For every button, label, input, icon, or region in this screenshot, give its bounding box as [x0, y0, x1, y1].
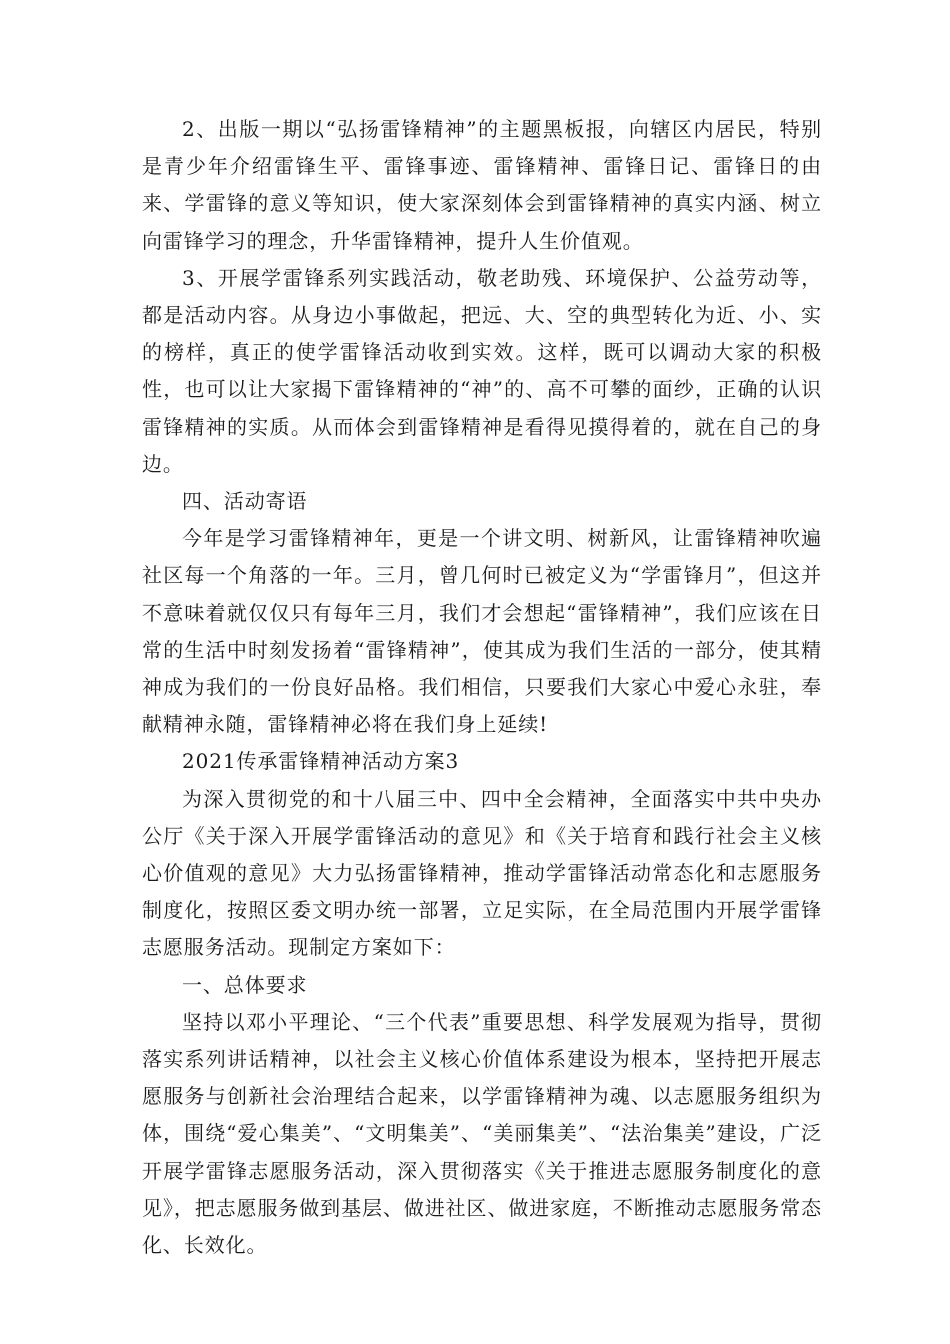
heading-activity-message: 四、活动寄语 [182, 489, 308, 514]
heading-general-requirements: 一、总体要求 [182, 972, 308, 997]
paragraph-blackboard-report: 2、出版一期以“弘扬雷锋精神”的主题黑板报，向辖区内居民，特别是青少年介绍雷锋生平、雷锋事迹、雷锋精神、雷锋日记、雷锋日的由来、学雷锋的意义等知识，使大家深刻体会到雷锋精神的真实内涵、树立向雷锋学习的理念，升华雷锋精神，提升人生价值观。 [142, 117, 822, 253]
document-page [142, 111, 822, 1264]
heading-plan-title: 2021传承雷锋精神活动方案3 [182, 749, 460, 774]
paragraph-general-requirements: 坚持以邓小平理论、“三个代表”重要思想、科学发展观为指导，贯彻落实系列讲话精神，以社会主义核心价值体系建设为根本，坚持把开展志愿服务与创新社会治理结合起来，以学雷锋精神为魂、以志愿服务组织为体，围绕“爱心集美”、“文明集美”、“美丽集美”、“法治集美”建设，广泛开展学雷锋志愿服务活动，深入贯彻落实《关于推进志愿服务制度化的意见》，把志愿服务做到基层、做进社区、做进家庭，不断推动志愿服务常态化、长效化。 [142, 1009, 822, 1258]
paragraph-plan-intro: 为深入贯彻党的和十八届三中、四中全会精神，全面落实中共中央办公厅《关于深入开展学雷锋活动的意见》和《关于培育和践行社会主义核心价值观的意见》大力弘扬雷锋精神，推动学雷锋活动常态化和志愿服务制度化，按照区委文明办统一部署，立足实际，在全局范围内开展学雷锋志愿服务活动。现制定方案如下： [142, 786, 822, 960]
paragraph-practice-activities: 3、开展学雷锋系列实践活动，敬老助残、环境保护、公益劳动等，都是活动内容。从身边小事做起，把远、大、空的典型转化为近、小、实的榜样，真正的使学雷锋活动收到实效。这样，既可以调动大家的积极性，也可以让大家揭下雷锋精神的“神”的、高不可攀的面纱，正确的认识雷锋精神的实质。从而体会到雷锋精神是看得见摸得着的，就在自己的身边。 [142, 265, 822, 476]
paragraph-activity-message: 今年是学习雷锋精神年，更是一个讲文明、树新风，让雷锋精神吹遍社区每一个角落的一年。三月，曾几何时已被定义为“学雷锋月”，但这并不意味着就仅仅只有每年三月，我们才会想起“雷锋精神”，我们应该在日常的生活中时刻发扬着“雷锋精神”，使其成为我们生活的一部分，使其精神成为我们的一份良好品格。我们相信，只要我们大家心中爱心永驻，奉献精神永随，雷锋精神必将在我们身上延续! [142, 526, 822, 737]
